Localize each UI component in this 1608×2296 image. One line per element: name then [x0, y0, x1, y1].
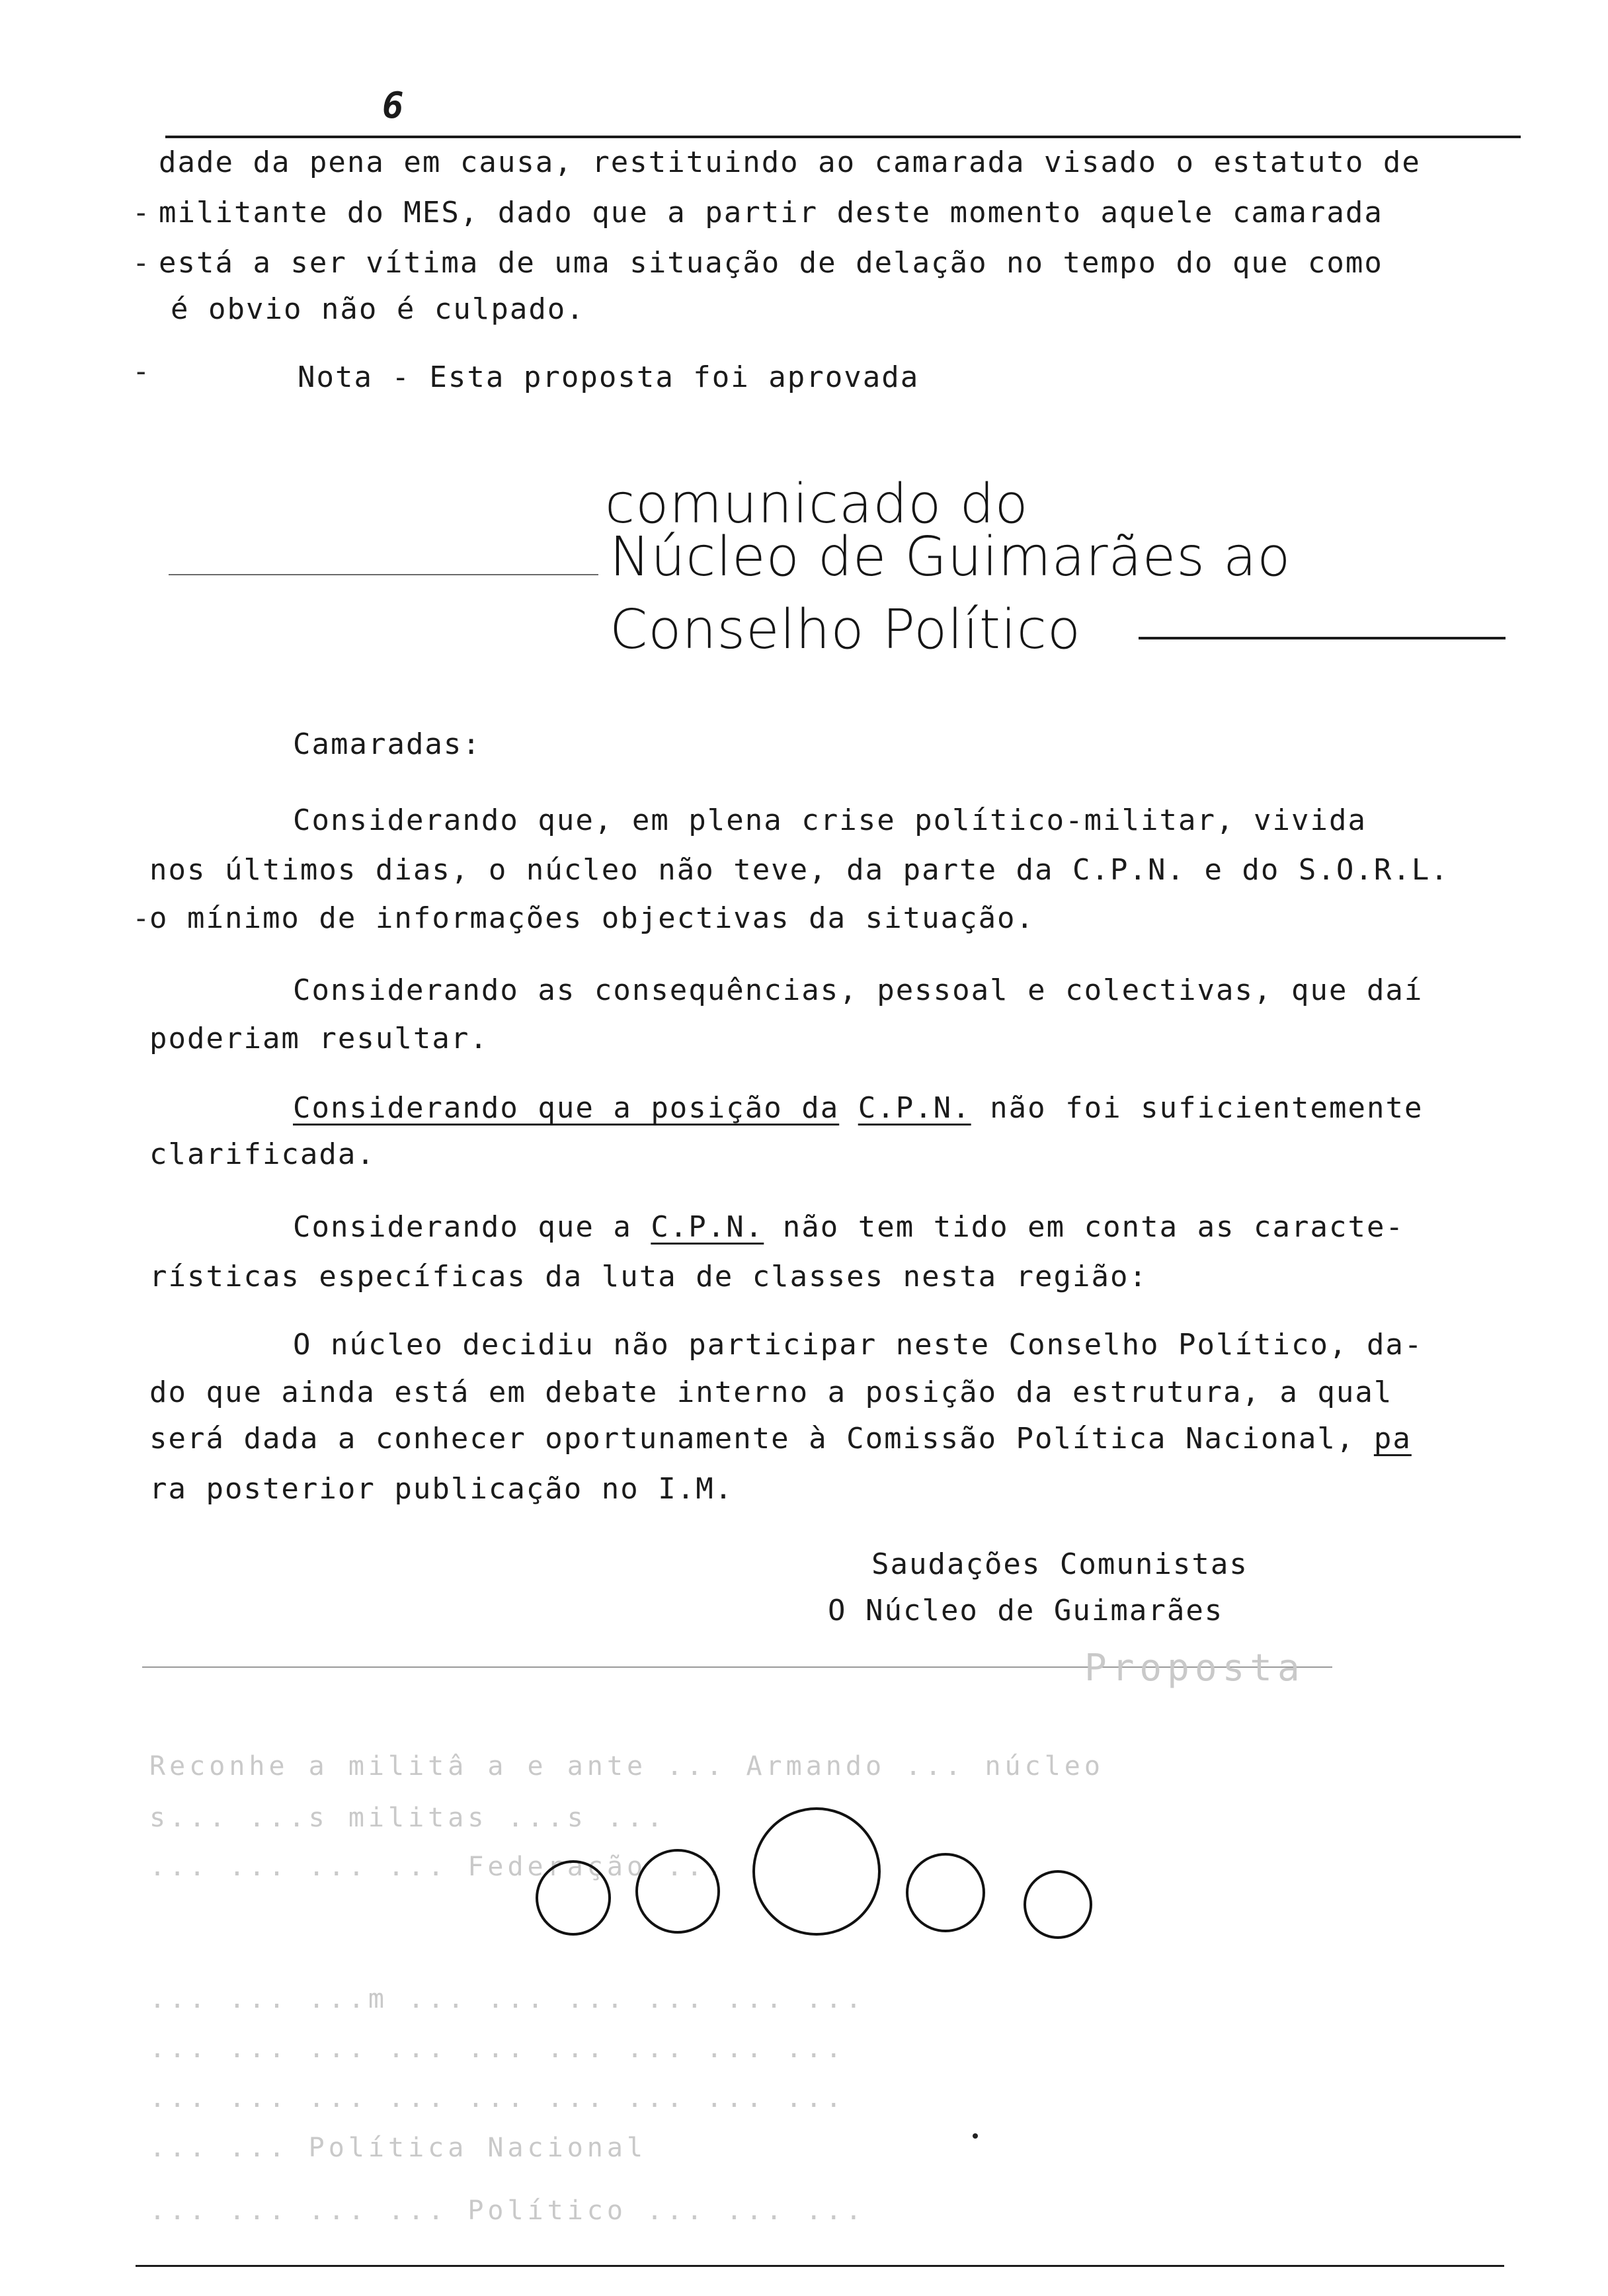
paragraph-1-line-1: Considerando que, em plena crise político-militar, vivida — [293, 803, 1367, 837]
paragraph-5-line-2: do que ainda está em debate interno a posição da estrutura, a qual — [149, 1375, 1393, 1409]
bleed-through-line-4: ... ... ...m ... ... ... ... ... ... — [149, 1984, 865, 2014]
page-number: 6 — [382, 85, 405, 126]
paragraph-3-underlined-text: Considerando que a posição da — [293, 1091, 840, 1125]
title-line-1: comunicado do — [605, 473, 1029, 536]
margin-dash-4: - — [132, 901, 151, 935]
footer-rule — [136, 2265, 1504, 2267]
bleed-through-line-2: s... ...s militas ...s ... — [149, 1803, 667, 1833]
title-line-3: Conselho Político — [610, 598, 1081, 661]
paragraph-4-before: Considerando que a — [293, 1210, 632, 1244]
continuation-line-3: está a ser vítima de uma situação de delação no tempo do que como — [159, 246, 1383, 280]
bleed-through-line-7: ... ... Política Nacional — [149, 2133, 647, 2163]
paragraph-5-line-3-main: será dada a conhecer oportunamente à Comissão Política Nacional, — [149, 1422, 1355, 1456]
continuation-line-1: dade da pena em causa, restituindo ao camarada visado o estatuto de — [159, 145, 1421, 179]
smudge-dot — [973, 2133, 978, 2139]
paragraph-2-line-1: Considerando as consequências, pessoal e colectivas, que daí — [293, 973, 1424, 1007]
paragraph-1-line-2: nos últimos dias, o núcleo não teve, da parte da C.P.N. e do S.O.R.L. — [149, 853, 1449, 887]
paragraph-4-org: C.P.N. — [651, 1210, 764, 1244]
paragraph-4-rest: não tem tido em conta as caracte- — [782, 1210, 1404, 1244]
closing-signature: O Núcleo de Guimarães — [828, 1594, 1224, 1627]
paragraph-3-line-2: clarificada. — [149, 1137, 376, 1171]
closing-greeting: Saudações Comunistas — [871, 1547, 1248, 1581]
continuation-line-4: é obvio não é culpado. — [171, 292, 585, 326]
bleed-through-line-5: ... ... ... ... ... ... ... ... ... — [149, 2033, 846, 2064]
paragraph-1-line-3: o mínimo de informações objectivas da situação. — [149, 901, 1035, 935]
paragraph-3-org: C.P.N. — [858, 1091, 971, 1125]
margin-dash-2: - — [132, 246, 151, 280]
title-left-dashes — [169, 574, 598, 575]
title-right-rule — [1139, 637, 1506, 639]
paragraph-3-line-1 — [293, 1091, 1423, 1125]
circle-4 — [907, 1854, 984, 1931]
circle-3 — [754, 1809, 879, 1934]
margin-dash-3: - — [132, 354, 151, 388]
paragraph-3-rest: não foi suficientemente — [990, 1091, 1424, 1125]
paragraph-4-line-1 — [293, 1210, 1404, 1244]
bleed-through-heading: Proposta — [1084, 1647, 1305, 1690]
paragraph-4-line-2: rísticas específicas da luta de classes nesta região: — [149, 1260, 1148, 1293]
bleed-through-line-8: ... ... ... ... Político ... ... ... — [149, 2195, 865, 2226]
header-rule — [165, 136, 1521, 138]
circle-5 — [1025, 1871, 1091, 1938]
salutation: Camaradas: — [293, 727, 481, 761]
margin-dash-1: - — [132, 196, 151, 229]
continuation-line-2: militante do MES, dado que a partir deste momento aquele camarada — [159, 196, 1383, 229]
paragraph-5-line-1: O núcleo decidiu não participar neste Conselho Político, da- — [293, 1328, 1424, 1362]
paragraph-5-line-4: ra posterior publicação no I.M. — [149, 1472, 734, 1506]
bleed-through-line-1: Reconhe a militâ a e ante ... Armando ... núcleo — [149, 1751, 1104, 1782]
paragraph-5-line-3-end: pa — [1373, 1422, 1412, 1456]
bleed-through-line-6: ... ... ... ... ... ... ... ... ... — [149, 2083, 846, 2113]
paragraph-5-line-3 — [149, 1422, 1412, 1456]
approval-note: Nota - Esta proposta foi aprovada — [298, 360, 920, 394]
paragraph-2-line-2: poderiam resultar. — [149, 1022, 489, 1055]
bleed-through-line-3: ... ... ... ... Federação ... — [149, 1852, 727, 1882]
title-line-2: Núcleo de Guimarães ao — [610, 526, 1291, 589]
